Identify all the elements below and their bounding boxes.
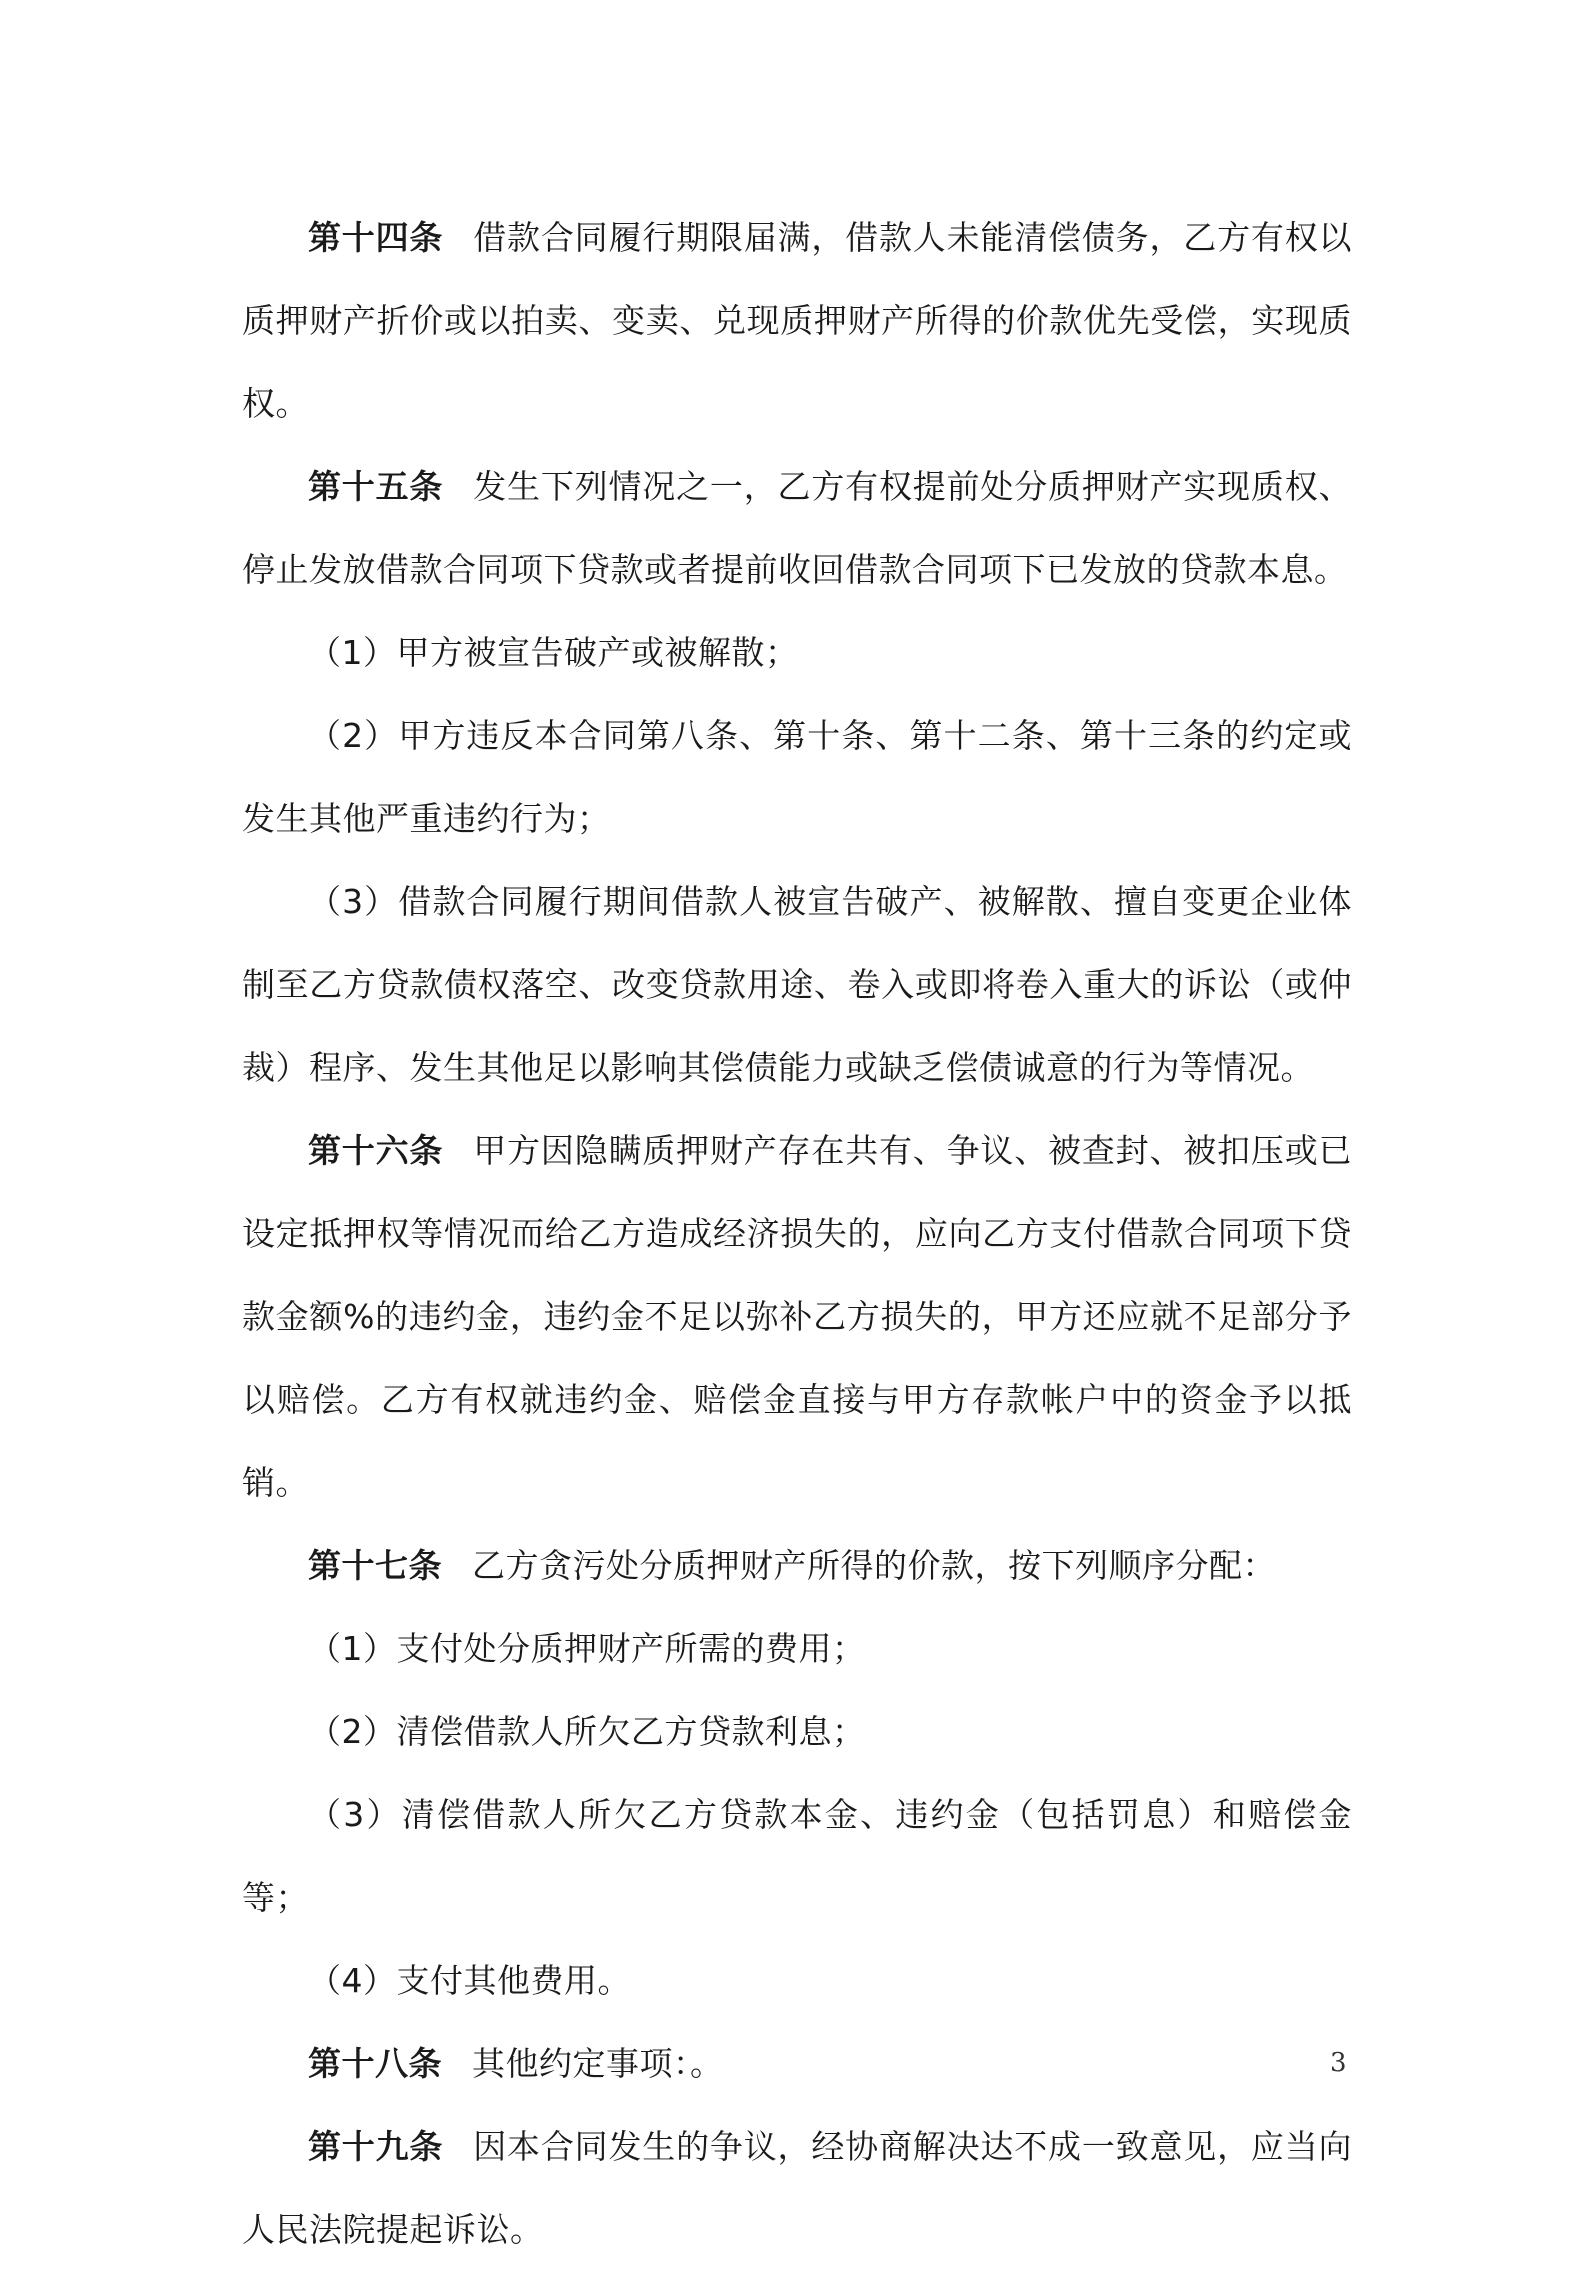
article-text: 乙方贪污处分质押财产所得的价款，按下列顺序分配： xyxy=(472,1546,1276,1585)
article-text: 其他约定事项：。 xyxy=(472,2044,724,2083)
article-text: 甲方因隐瞒质押财产存在共有、争议、被查封、被扣压或已设定抵押权等情况而给乙方造成经济损失的，应向乙方支付借款合同项下贷款金额%的违约金，违约金不足以弥补乙方损失的，甲方还应就不足部分予以赔偿。乙方有权就违约金、赔偿金直接与甲方存款帐户中的资金予以抵销。 xyxy=(242,1131,1353,1502)
article-number: 第十四条 xyxy=(308,218,444,257)
article-number: 第十八条 xyxy=(308,2044,442,2083)
article-number: 第十五条 xyxy=(308,467,444,506)
article-17 xyxy=(242,1524,1352,1607)
article-14 xyxy=(242,196,1352,445)
list-item: （1）支付处分质押财产所需的费用； xyxy=(308,1629,866,1668)
article-number: 第十九条 xyxy=(308,2127,444,2166)
article-text: 借款合同履行期限届满，借款人未能清偿债务，乙方有权以质押财产折价或以拍卖、变卖、兑现质押财产所得的价款优先受偿，实现质权。 xyxy=(242,218,1353,423)
list-item: （3）借款合同履行期间借款人被宣告破产、被解散、擅自变更企业体制至乙方贷款债权落空、改变贷款用途、卷入或即将卷入重大的诉讼（或仲裁）程序、发生其他足以影响其偿债能力或缺乏偿债诚意的行为等情况。 xyxy=(242,882,1352,1087)
article-text: 发生下列情况之一，乙方有权提前处分质押财产实现质权、停止发放借款合同项下贷款或者提前收回借款合同项下已发放的贷款本息。 xyxy=(242,467,1353,589)
page-number: 3 xyxy=(1330,2048,1347,2078)
article-18 xyxy=(242,2022,1352,2105)
list-item: （2）甲方违反本合同第八条、第十条、第十二条、第十三条的约定或发生其他严重违约行为； xyxy=(242,716,1352,838)
list-item: （2）清偿借款人所欠乙方贷款利息； xyxy=(308,1712,866,1751)
list-item: （1）甲方被宣告破产或被解散； xyxy=(308,633,799,672)
article-number: 第十七条 xyxy=(308,1546,442,1585)
article-16 xyxy=(242,1109,1352,1524)
article-number: 第十六条 xyxy=(308,1131,444,1170)
list-item: （3）清偿借款人所欠乙方贷款本金、违约金（包括罚息）和赔偿金等； xyxy=(242,1795,1352,1917)
list-item: （4）支付其他费用。 xyxy=(308,1961,631,2000)
article-text: 因本合同发生的争议，经协商解决达不成一致意见，应当向 人民法院提起诉讼。 xyxy=(242,2127,1420,2249)
article-15 xyxy=(242,445,1352,611)
article-19 xyxy=(242,2105,1420,2271)
document-body xyxy=(242,196,1420,2271)
